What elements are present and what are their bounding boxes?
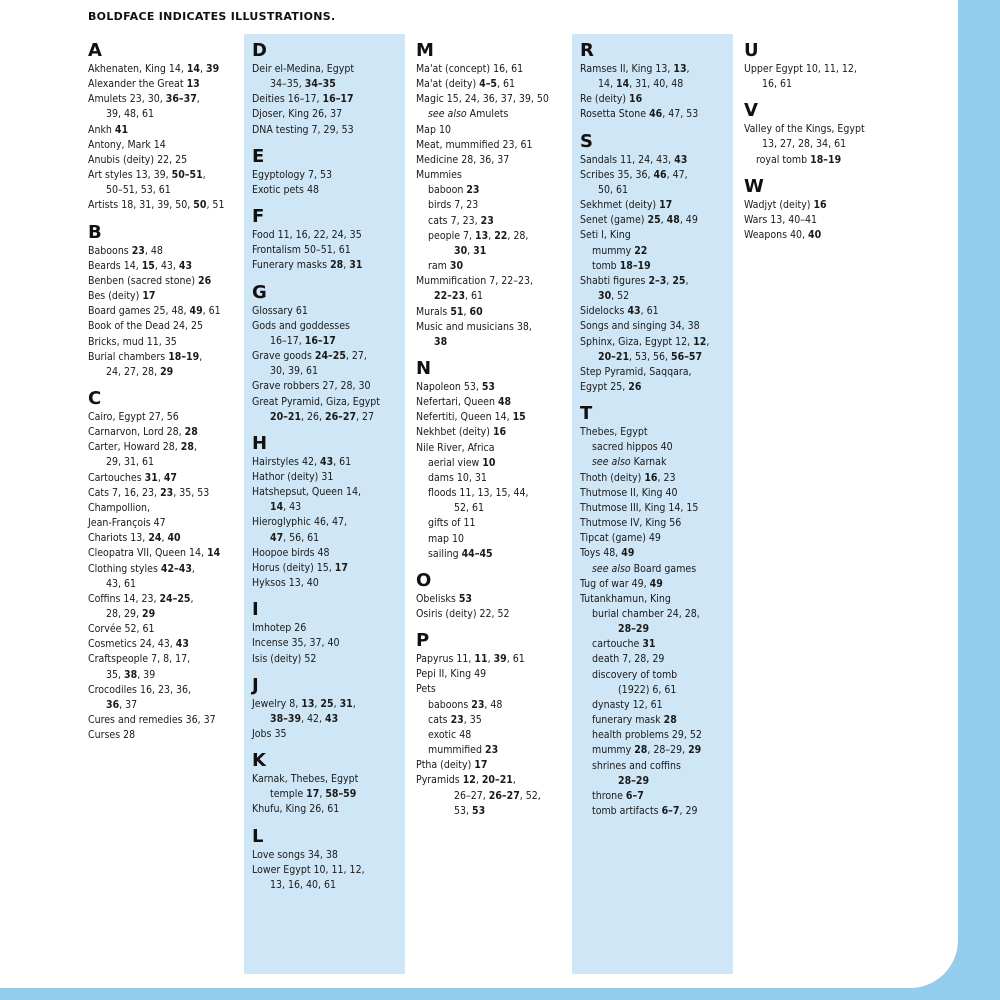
index-entry: Napoleon 53, 53	[416, 380, 496, 393]
index-entry: people 7, 13, 22, 28,	[428, 229, 529, 242]
index-entry: 35, 38, 39	[106, 668, 156, 681]
index-section-v	[744, 100, 894, 167]
index-section-o	[416, 570, 566, 622]
index-entry: 30, 52	[598, 290, 630, 303]
index-entry: Upper Egypt 10, 11, 12,	[744, 63, 857, 75]
index-entry: Grave robbers 27, 28, 30	[252, 380, 371, 393]
index-entry: birds 7, 23	[428, 199, 479, 212]
index-entry: 52, 61	[454, 502, 485, 515]
index-entry: Gods and goddesses	[252, 319, 350, 332]
section-letter: L	[252, 825, 264, 847]
index-section-f	[252, 206, 402, 273]
index-entry: Thoth (deity) 16, 23	[580, 471, 676, 484]
index-entry: Anubis (deity) 22, 25	[88, 153, 188, 166]
index-entry: Nile River, Africa	[416, 441, 495, 454]
index-section-j	[252, 675, 402, 742]
index-entry: Beards 14, 15, 43, 43	[88, 259, 193, 272]
index-entry: Hieroglyphic 46, 47,	[252, 516, 348, 529]
index-entry: Wadjyt (deity) 16	[744, 198, 827, 211]
index-entry: Ma'at (deity) 4–5, 61	[416, 78, 516, 91]
index-entry: death 7, 28, 29	[592, 653, 665, 666]
index-entry: Bes (deity) 17	[88, 290, 156, 303]
index-entry: 39, 48, 61	[106, 108, 155, 121]
index-entry: Clothing styles 42–43,	[88, 562, 195, 575]
index-entry: Mummies	[416, 169, 462, 182]
index-entry: Carter, Howard 28, 28,	[88, 441, 197, 454]
index-entry: Curses 28	[88, 729, 136, 742]
index-entry: Baboons 23, 48	[88, 244, 163, 257]
index-entry: Map 10	[416, 123, 451, 136]
index-entry: Tutankhamun, King	[580, 592, 671, 605]
index-entry: 16, 61	[762, 78, 793, 91]
index-entry: Sandals 11, 24, 43, 43	[580, 153, 688, 166]
index-entry: ram 30	[428, 260, 464, 273]
section-letter: P	[416, 630, 430, 652]
index-entry: Lower Egypt 10, 11, 12,	[252, 863, 365, 876]
index-entry: 53, 53	[454, 804, 486, 817]
index-entry: Deir el-Medina, Egypt	[252, 63, 355, 75]
index-entry: cats 7, 23, 23	[428, 214, 494, 227]
index-section-h	[252, 433, 402, 591]
index-entry: Imhotep 26	[252, 622, 307, 635]
index-entry: Art styles 13, 39, 50–51,	[88, 169, 206, 182]
section-letter: O	[416, 569, 432, 591]
index-entry: burial chamber 24, 28,	[592, 608, 700, 620]
index-entry: throne 6–7	[592, 789, 644, 802]
index-entry: Cartouches 31, 47	[88, 471, 177, 484]
index-entry: 14, 43	[270, 501, 302, 514]
index-entry: Amulets 23, 30, 36–37,	[88, 93, 200, 106]
index-entry: Pets	[416, 683, 436, 696]
index-entry: Ma'at (concept) 16, 61	[416, 63, 524, 75]
index-entry: Exotic pets 48	[252, 183, 319, 196]
section-letter: H	[252, 432, 268, 454]
index-entry: Cairo, Egypt 27, 56	[88, 410, 179, 423]
index-entry: Nefertiti, Queen 14, 15	[416, 411, 526, 424]
index-entry: see also Board games	[592, 562, 697, 575]
index-entry: 26–27, 26–27, 52,	[454, 789, 541, 802]
index-entry: Mummification 7, 22–23,	[416, 275, 533, 288]
section-letter: T	[580, 403, 593, 425]
index-entry: Food 11, 16, 22, 24, 35	[252, 229, 362, 242]
index-entry: baboon 23	[428, 184, 480, 197]
index-entry: 50–51, 53, 61	[106, 184, 171, 197]
section-letter: V	[744, 100, 758, 122]
index-section-i	[252, 599, 402, 666]
section-letter: N	[416, 357, 432, 379]
index-entry: see also Karnak	[592, 456, 667, 469]
index-entry: Isis (deity) 52	[252, 652, 317, 665]
index-entry: Carnarvon, Lord 28, 28	[88, 426, 198, 439]
index-entry: 22–23, 61	[434, 290, 484, 303]
index-entry: Burial chambers 18–19,	[88, 350, 203, 363]
index-entry: funerary mask 28	[592, 714, 677, 727]
index-entry: Papyrus 11, 11, 39, 61	[416, 653, 525, 666]
index-entry: Egyptology 7, 53	[252, 168, 333, 181]
index-section-u	[744, 40, 894, 92]
index-entry: Alexander the Great 13	[88, 78, 200, 91]
index-entry: temple 17, 58–59	[270, 788, 357, 801]
index-entry: Incense 35, 37, 40	[252, 637, 340, 650]
index-entry: mummy 28, 28–29, 29	[592, 744, 702, 757]
index-entry: Sphinx, Giza, Egypt 12, 12,	[580, 335, 710, 348]
index-entry: DNA testing 7, 29, 53	[252, 123, 354, 136]
index-entry: tomb artifacts 6–7, 29	[592, 805, 698, 818]
index-entry: Seti I, King	[580, 229, 631, 242]
index-entry: Valley of the Kings, Egypt	[744, 123, 865, 136]
index-entry: baboons 23, 48	[428, 698, 503, 711]
boldface-note: BOLDFACE INDICATES ILLUSTRATIONS.	[88, 10, 336, 23]
index-section-r	[580, 40, 730, 123]
index-entry: Champollion,	[88, 501, 150, 514]
index-entry: mummified 23	[428, 744, 499, 757]
index-entry: royal tomb 18–19	[756, 153, 842, 166]
index-entry: Benben (sacred stone) 26	[88, 274, 212, 287]
index-entry: tomb 18–19	[592, 259, 651, 272]
index-entry: 38	[434, 335, 448, 348]
index-entry: Book of the Dead 24, 25	[88, 320, 204, 333]
index-entry: dams 10, 31	[428, 471, 487, 484]
index-entry: Hyksos 13, 40	[252, 577, 319, 590]
index-entry: discovery of tomb	[592, 668, 678, 681]
index-entry: Sidelocks 43, 61	[580, 305, 659, 318]
index-entry: Rosetta Stone 46, 47, 53	[580, 108, 699, 121]
index-entry: floods 11, 13, 15, 44,	[428, 487, 529, 500]
index-entry: exotic 48	[428, 728, 472, 741]
index-entry: 20–21, 53, 56, 56–57	[598, 350, 703, 363]
index-entry: cats 23, 35	[428, 713, 482, 726]
section-letter: I	[252, 599, 259, 621]
index-entry: 20–21, 26, 26–27, 27	[270, 410, 375, 423]
index-entry: sacred hippos 40	[592, 441, 673, 454]
index-entry: Step Pyramid, Saqqara,	[580, 365, 692, 378]
index-entry: 50, 61	[598, 183, 629, 196]
index-entry: Egypt 25, 26	[580, 380, 642, 393]
index-entry: 34–35, 34–35	[270, 78, 336, 91]
index-entry: sailing 44–45	[428, 547, 493, 560]
index-column-a-c	[88, 40, 238, 743]
index-entry: Cats 7, 16, 23, 23, 35, 53	[88, 486, 210, 499]
index-entry: Antony, Mark 14	[88, 138, 166, 151]
index-entry: Toys 48, 49	[580, 547, 635, 560]
index-entry: Ramses II, King 13, 13,	[580, 63, 690, 75]
index-entry: Khufu, King 26, 61	[252, 803, 340, 816]
index-section-k	[252, 750, 402, 817]
index-entry: Re (deity) 16	[580, 93, 643, 106]
index-entry: Karnak, Thebes, Egypt	[252, 773, 359, 786]
index-entry: Djoser, King 26, 37	[252, 108, 343, 121]
index-section-m	[416, 40, 566, 350]
index-entry: Ptha (deity) 17	[416, 759, 488, 772]
section-letter: C	[88, 387, 102, 409]
index-entry: Love songs 34, 38	[252, 848, 338, 861]
index-entry: (1922) 6, 61	[618, 683, 677, 696]
index-entry: aerial view 10	[428, 456, 496, 469]
index-entry: Corvée 52, 61	[88, 623, 155, 636]
index-entry: Nefertari, Queen 48	[416, 396, 512, 409]
index-entry: Glossary 61	[252, 304, 308, 317]
index-section-c	[88, 388, 238, 743]
index-section-e	[252, 146, 402, 198]
index-entry: shrines and coffins	[592, 759, 681, 772]
index-entry: 36, 37	[106, 698, 138, 711]
index-entry: Sekhmet (deity) 17	[580, 199, 673, 212]
section-letter: A	[88, 40, 102, 61]
index-entry: Tug of war 49, 49	[580, 577, 663, 590]
index-entry: Chariots 13, 24, 40	[88, 532, 181, 545]
index-entry: 28, 29, 29	[106, 608, 156, 620]
index-entry: 43, 61	[106, 577, 137, 590]
index-entry: mummy 22	[592, 244, 648, 257]
section-letter: K	[252, 750, 266, 772]
index-entry: Cleopatra VII, Queen 14, 14	[88, 547, 221, 560]
index-column-r-t	[580, 40, 730, 819]
section-letter: D	[252, 40, 267, 61]
index-entry: cartouche 31	[592, 638, 656, 651]
index-section-s	[580, 131, 730, 396]
index-entry: Great Pyramid, Giza, Egypt	[252, 395, 380, 408]
index-entry: Board games 25, 48, 49, 61	[88, 305, 221, 318]
section-letter: F	[252, 206, 265, 228]
index-entry: dynasty 12, 61	[592, 698, 663, 711]
index-entry: Tipcat (game) 49	[580, 532, 661, 545]
index-entry: Coffins 14, 23, 24–25,	[88, 592, 194, 605]
index-entry: Thebes, Egypt	[580, 426, 648, 439]
index-entry: Osiris (deity) 22, 52	[416, 608, 510, 620]
section-letter: M	[416, 40, 434, 61]
index-section-t	[580, 403, 730, 819]
index-entry: 14, 14, 31, 40, 48	[598, 78, 684, 91]
index-entry: Cosmetics 24, 43, 43	[88, 638, 189, 651]
index-entry: 28–29	[618, 774, 650, 787]
index-entry: Jewelry 8, 13, 25, 31,	[252, 697, 356, 710]
index-entry: Thutmose III, King 14, 15	[580, 501, 699, 514]
index-entry: Cures and remedies 36, 37	[88, 714, 216, 727]
index-column-u-w	[744, 40, 894, 243]
index-entry: Hairstyles 42, 43, 61	[252, 455, 352, 468]
index-entry: Jobs 35	[252, 728, 287, 740]
index-section-w	[744, 176, 894, 243]
index-entry: Meat, mummified 23, 61	[416, 138, 533, 151]
index-entry: Funerary masks 28, 31	[252, 259, 363, 272]
index-entry: Obelisks 53	[416, 592, 472, 605]
index-section-d	[252, 40, 402, 138]
index-entry: Pyramids 12, 20–21,	[416, 774, 516, 787]
index-section-g	[252, 282, 402, 425]
index-entry: Murals 51, 60	[416, 305, 483, 318]
section-letter: W	[744, 175, 764, 197]
index-entry: Horus (deity) 15, 17	[252, 561, 348, 574]
index-entry: Frontalism 50–51, 61	[252, 244, 351, 257]
section-letter: E	[252, 145, 265, 167]
index-entry: Crocodiles 16, 23, 36,	[88, 683, 192, 696]
index-section-l	[252, 826, 402, 893]
section-letter: U	[744, 40, 759, 61]
section-letter: R	[580, 40, 594, 61]
index-entry: Pepi II, King 49	[416, 668, 487, 681]
section-letter: G	[252, 281, 267, 303]
index-entry: 13, 27, 28, 34, 61	[762, 138, 847, 151]
index-entry: Medicine 28, 36, 37	[416, 153, 510, 166]
index-entry: Jean-François 47	[88, 517, 166, 530]
index-section-p	[416, 630, 566, 819]
index-entry: Nekhbet (deity) 16	[416, 426, 507, 439]
index-entry: 30, 39, 61	[270, 365, 319, 378]
index-entry: Songs and singing 34, 38	[580, 320, 700, 333]
index-entry: Senet (game) 25, 48, 49	[580, 214, 698, 227]
index-entry: Bricks, mud 11, 35	[88, 335, 177, 348]
index-entry: Shabti figures 2–3, 25,	[580, 274, 689, 287]
index-entry: 30, 31	[454, 244, 487, 257]
index-entry: Artists 18, 31, 39, 50, 50, 51	[88, 199, 225, 212]
section-letter: S	[580, 130, 593, 152]
index-entry: 13, 16, 40, 61	[270, 878, 337, 891]
index-section-b	[88, 222, 238, 380]
index-entry: Music and musicians 38,	[416, 320, 532, 333]
index-entry: gifts of 11	[428, 517, 476, 530]
index-entry: Hathor (deity) 31	[252, 470, 334, 483]
index-entry: Hatshepsut, Queen 14,	[252, 486, 361, 499]
index-entry: Craftspeople 7, 8, 17,	[88, 653, 191, 666]
index-entry: 28–29	[618, 623, 650, 636]
index-entry: Thutmose IV, King 56	[580, 517, 682, 530]
bottom-blue-border	[0, 988, 1000, 1000]
section-letter: J	[252, 674, 259, 696]
index-column-m-p	[416, 40, 566, 819]
index-entry: Grave goods 24–25, 27,	[252, 350, 367, 363]
index-section-n	[416, 358, 566, 562]
index-entry: see also Amulets	[428, 108, 509, 121]
index-entry: Deities 16–17, 16–17	[252, 93, 354, 106]
index-entry: Scribes 35, 36, 46, 47,	[580, 168, 688, 181]
index-entry: 29, 31, 61	[106, 456, 155, 469]
index-entry: Magic 15, 24, 36, 37, 39, 50	[416, 93, 549, 106]
index-entry: 47, 56, 61	[270, 531, 320, 544]
index-entry: 16–17, 16–17	[270, 334, 336, 347]
index-entry: 24, 27, 28, 29	[106, 365, 174, 378]
index-section-a	[88, 40, 238, 214]
index-entry: 38–39, 42, 43	[270, 712, 339, 725]
index-entry: Akhenaten, King 14, 14, 39	[88, 63, 220, 75]
index-entry: Weapons 40, 40	[744, 229, 822, 242]
section-letter: B	[88, 221, 102, 243]
index-entry: Ankh 41	[88, 123, 129, 136]
index-entry: health problems 29, 52	[592, 729, 702, 742]
index-entry: Wars 13, 40–41	[744, 213, 818, 226]
index-entry: map 10	[428, 532, 465, 545]
index-entry: Thutmose II, King 40	[580, 486, 678, 499]
index-entry: Hoopoe birds 48	[252, 546, 330, 559]
index-column-d-l	[252, 40, 402, 893]
